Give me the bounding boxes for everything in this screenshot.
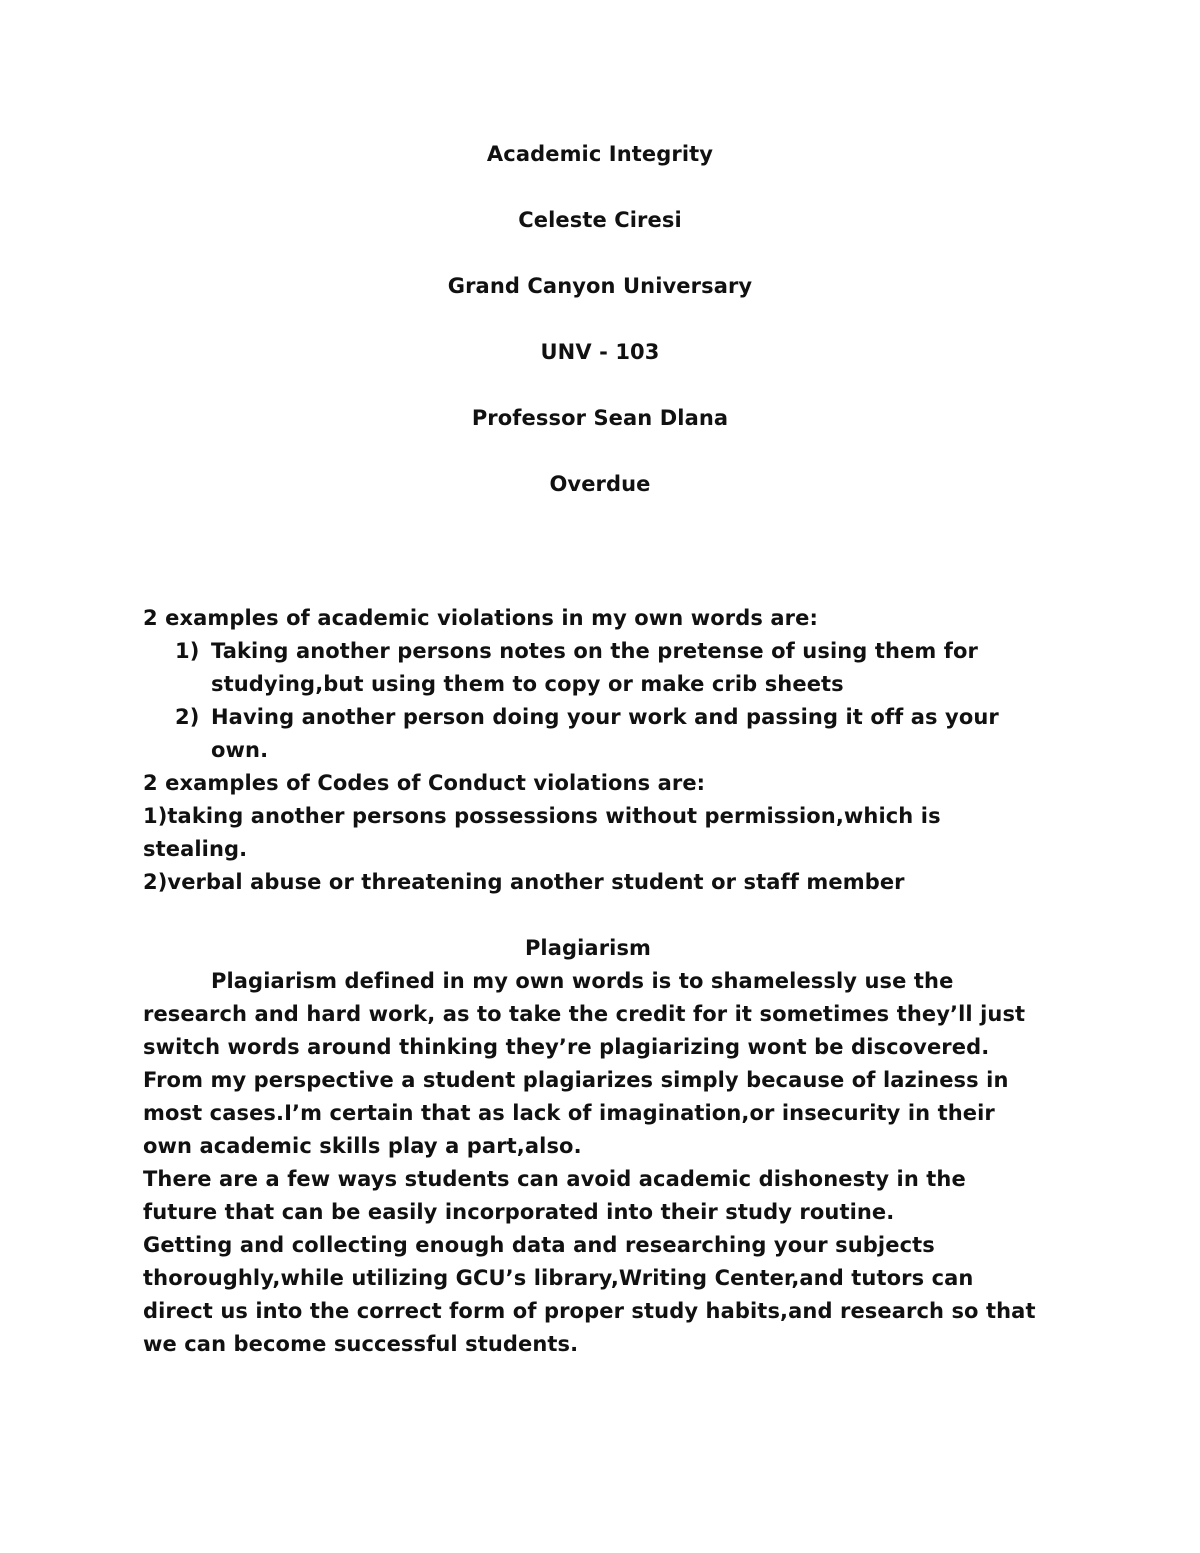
course-code: UNV - 103 [540,340,660,364]
institution-name: Grand Canyon Universary [447,274,753,298]
conduct-violation-line: 1)taking another persons possessions without permission,which is [143,804,941,828]
list-item-text: own. [211,738,269,762]
plagiarism-paragraph-line: There are a few ways students can avoid academic dishonesty in the [143,1167,966,1191]
conduct-violation-line: stealing. [143,837,248,861]
plagiarism-paragraph-line: most cases.I’m certain that as lack of imagination,or insecurity in their [143,1101,995,1125]
list-item-text: studying,but using them to copy or make crib sheets [211,672,844,696]
professor-name: Professor Sean Dlana [471,406,729,430]
plagiarism-heading: Plagiarism [524,936,652,960]
list-item-number: 1) [175,639,200,663]
document-body [143,602,1063,1361]
list-item [143,635,1063,701]
academic-violations-intro: 2 examples of academic violations in my own words are: [143,606,818,630]
plagiarism-paragraph-line: From my perspective a student plagiarizes simply because of laziness in [143,1068,1009,1092]
plagiarism-paragraph-line: own academic skills play a part,also. [143,1134,582,1158]
plagiarism-paragraph-line: thoroughly,while utilizing GCU’s library,Writing Center,and tutors can [143,1266,974,1290]
list-item-text: Having another person doing your work and passing it off as your [211,705,999,729]
list-item [143,701,1063,767]
title-page-block [0,138,1200,534]
plagiarism-paragraph-line: research and hard work, as to take the credit for it sometimes they’ll just [143,1002,1026,1026]
conduct-violation-line: 2)verbal abuse or threatening another student or staff member [143,870,905,894]
paragraph-spacer [143,899,1063,932]
academic-violations-list [143,635,1063,767]
plagiarism-paragraph-line: we can become successful students. [143,1332,579,1356]
paper-title: Academic Integrity [486,142,714,166]
due-date: Overdue [549,472,651,496]
plagiarism-paragraph-line: switch words around thinking they’re plagiarizing wont be discovered. [143,1035,990,1059]
author-name: Celeste Ciresi [518,208,682,232]
list-item-number: 2) [175,705,200,729]
plagiarism-paragraph-line: future that can be easily incorporated into their study routine. [143,1200,895,1224]
conduct-violations-intro: 2 examples of Codes of Conduct violations are: [143,771,706,795]
plagiarism-paragraph-line: Plagiarism defined in my own words is to shamelessly use the [211,969,954,993]
list-item-text: Taking another persons notes on the pretense of using them for [211,639,978,663]
plagiarism-paragraph-line: direct us into the correct form of proper study habits,and research so that [143,1299,1036,1323]
plagiarism-paragraph-line: Getting and collecting enough data and researching your subjects [143,1233,935,1257]
